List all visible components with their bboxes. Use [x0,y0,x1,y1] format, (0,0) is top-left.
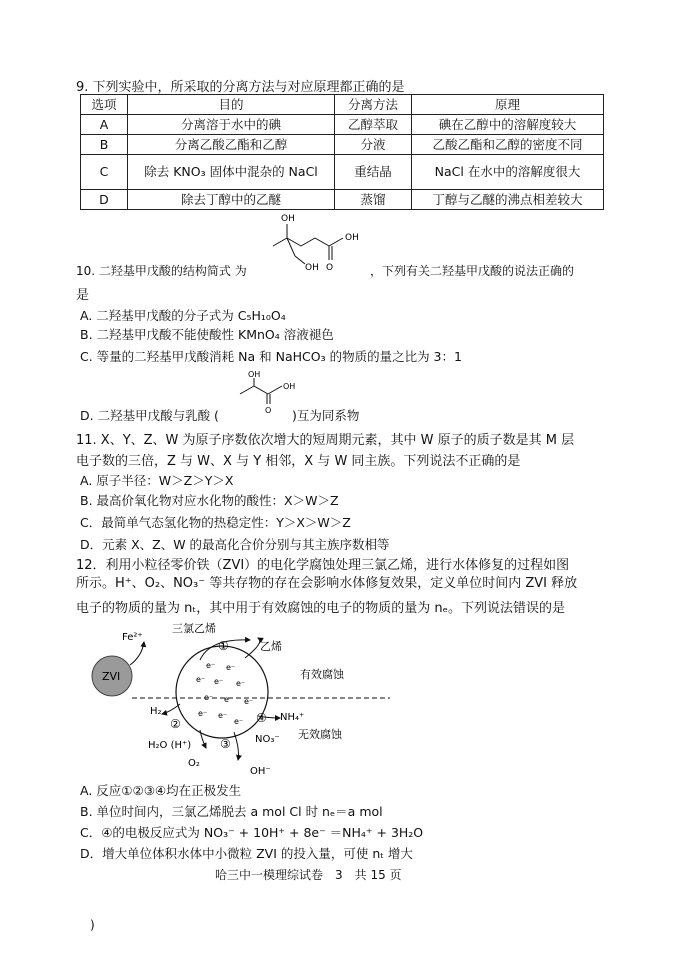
electron: e⁻ [206,661,216,670]
q11-option-a: A. 原子半径：W＞Z＞Y＞X [80,473,234,488]
q12-stem-line2: 所示。H⁺、O₂、NO₃⁻ 等共存物的存在会影响水体修复效果，定义单位时间内 ZVI 释放 [76,576,578,591]
ethylene-label: 乙烯 [260,640,282,653]
q12-option-b: B. 单位时间内，三氯乙烯脱去 a mol Cl 时 nₑ＝a mol [80,804,383,819]
header-method: 分离方法 [335,95,412,115]
h2o-label: H₂O (H⁺) [148,740,192,751]
table-cell: 除去丁醇中的乙醚 [128,190,335,210]
struct-oh-top: OH [281,214,295,224]
header-option: 选项 [81,95,128,115]
table-cell: A [81,115,128,135]
zvi-label: ZVI [102,670,121,683]
table-cell: C [81,155,128,190]
step-3: ③ [220,737,231,751]
tce-label: 三氯乙烯 [172,622,216,635]
zvi-corrosion-diagram [90,620,400,778]
table-cell: 分液 [335,135,412,155]
q9-stem: 9. 下列实验中，所采取的分离方法与对应原理都正确的是 [76,80,405,95]
step-2: ② [170,717,181,731]
table-cell: 碘在乙醇中的溶解度较大 [412,115,604,135]
ineffective-corrosion-label: 无效腐蚀 [298,728,342,741]
table-row [81,135,604,155]
q10-option-d-post: )互为同系物 [292,408,360,423]
lactic-oh-right: OH [283,382,296,391]
table-cell: 乙酸乙酯和乙醇的密度不同 [412,135,604,155]
table-cell: 除去 KNO₃ 固体中混杂的 NaCl [128,155,335,190]
q10-stem-b: ，下列有关二羟基甲戊酸的说法正确的 [370,264,575,278]
q12-stem-line3: 电子的物质的量为 nₜ，其中用于有效腐蚀的电子的物质的量为 nₑ。下列说法错误的是 [76,601,565,616]
effective-corrosion-label: 有效腐蚀 [300,668,344,681]
q12-option-d: D．增大单位体积水体中小微粒 ZVI 的投入量，可使 nₜ 增大 [80,846,413,861]
q10-option-c: C. 等量的二羟基甲戊酸消耗 Na 和 NaHCO₃ 的物质的量之比为 3：1 [80,349,462,364]
table-cell: 重结晶 [335,155,412,190]
page-footer: 哈三中一模理综试卷 3 共 15 页 [215,868,402,882]
table-cell: B [81,135,128,155]
table-cell: NaCl 在水中的溶解度很大 [412,155,604,190]
lactic-oh-top: OH [248,370,261,379]
table-header-row [81,95,604,115]
lactic-o: O [265,406,272,414]
o2-label: O₂ [188,758,200,769]
table-cell: 丁醇与乙醚的沸点相差较大 [412,190,604,210]
q11-option-d: D．元素 X、Z、W 的最高化合价分别与其主族序数相等 [80,537,390,552]
electron: e⁻ [218,711,228,720]
electron: e⁻ [198,709,208,718]
nh4-label: NH₄⁺ [280,712,305,723]
electron: e⁻ [236,679,246,688]
table-cell: 乙醇萃取 [335,115,412,135]
table-row [81,190,604,210]
q11-option-c: C．最简单气态氢化物的热稳定性：Y＞X＞W＞Z [80,515,351,530]
q10-option-a: A. 二羟基甲戊酸的分子式为 C₅H₁₀O₄ [80,308,286,323]
h2-label: H₂ [150,706,162,717]
dihydroxy-methylpentanoic-acid-structure [255,210,385,274]
reaction-sphere [176,646,268,738]
q11-option-b: B. 最高价氧化物对应水化物的酸性：X＞W＞Z [80,493,339,508]
q12-option-a: A. 反应①②③④均在正极发生 [80,783,242,798]
separation-table [80,94,604,210]
q10-stem-a: 10. 二羟基甲戊酸的结构简式 为 [76,264,247,278]
electron: e⁻ [196,675,206,684]
table-row [81,155,604,190]
header-purpose: 目的 [128,95,335,115]
q10-option-b: B. 二羟基甲戊酸不能使酸性 KMnO₄ 溶液褪色 [80,327,334,342]
electron: e⁻ [214,677,224,686]
stray-mark: ) [90,918,95,932]
electron: e⁻ [224,695,234,704]
fe2-label: Fe²⁺ [122,632,143,643]
step-1: ① [218,639,229,653]
electron: e⁻ [204,693,214,702]
q11-stem-line1: 11. X、Y、Z、W 为原子序数依次增大的短周期元素，其中 W 原子的质子数是其 M 层 [76,433,575,448]
table-row [81,115,604,135]
struct-oh-right: OH [345,233,359,243]
q10-option-d-pre: D. 二羟基甲戊酸与乳酸 ( [80,408,219,423]
oh-label: OH⁻ [250,766,271,777]
q11-stem-line2: 电子数的三倍，Z 与 W、X 与 Y 相邻，X 与 W 同主族。下列说法不正确的是 [76,454,521,469]
table-cell: D [81,190,128,210]
step-4: ④ [256,711,267,725]
electron: e⁻ [244,697,254,706]
no3-label: NO₃⁻ [255,734,280,745]
struct-oh-bottom: OH [305,263,319,273]
table-cell: 分离溶于水中的碘 [128,115,335,135]
q10-stem-c: 是 [76,288,90,303]
table-cell: 蒸馏 [335,190,412,210]
electron: e⁻ [226,663,236,672]
q12-option-c: C．④的电极反应式为 NO₃⁻ + 10H⁺ + 8e⁻ ＝NH₄⁺ + 3H₂O [80,825,424,840]
q12-stem-line1: 12．利用小粒径零价铁（ZVI）的电化学腐蚀处理三氯乙烯，进行水体修复的过程如图 [76,558,570,573]
struct-o: O [326,263,334,273]
electron: e⁻ [234,717,244,726]
table-cell: 分离乙酸乙酯和乙醇 [128,135,335,155]
header-principle: 原理 [412,95,604,115]
